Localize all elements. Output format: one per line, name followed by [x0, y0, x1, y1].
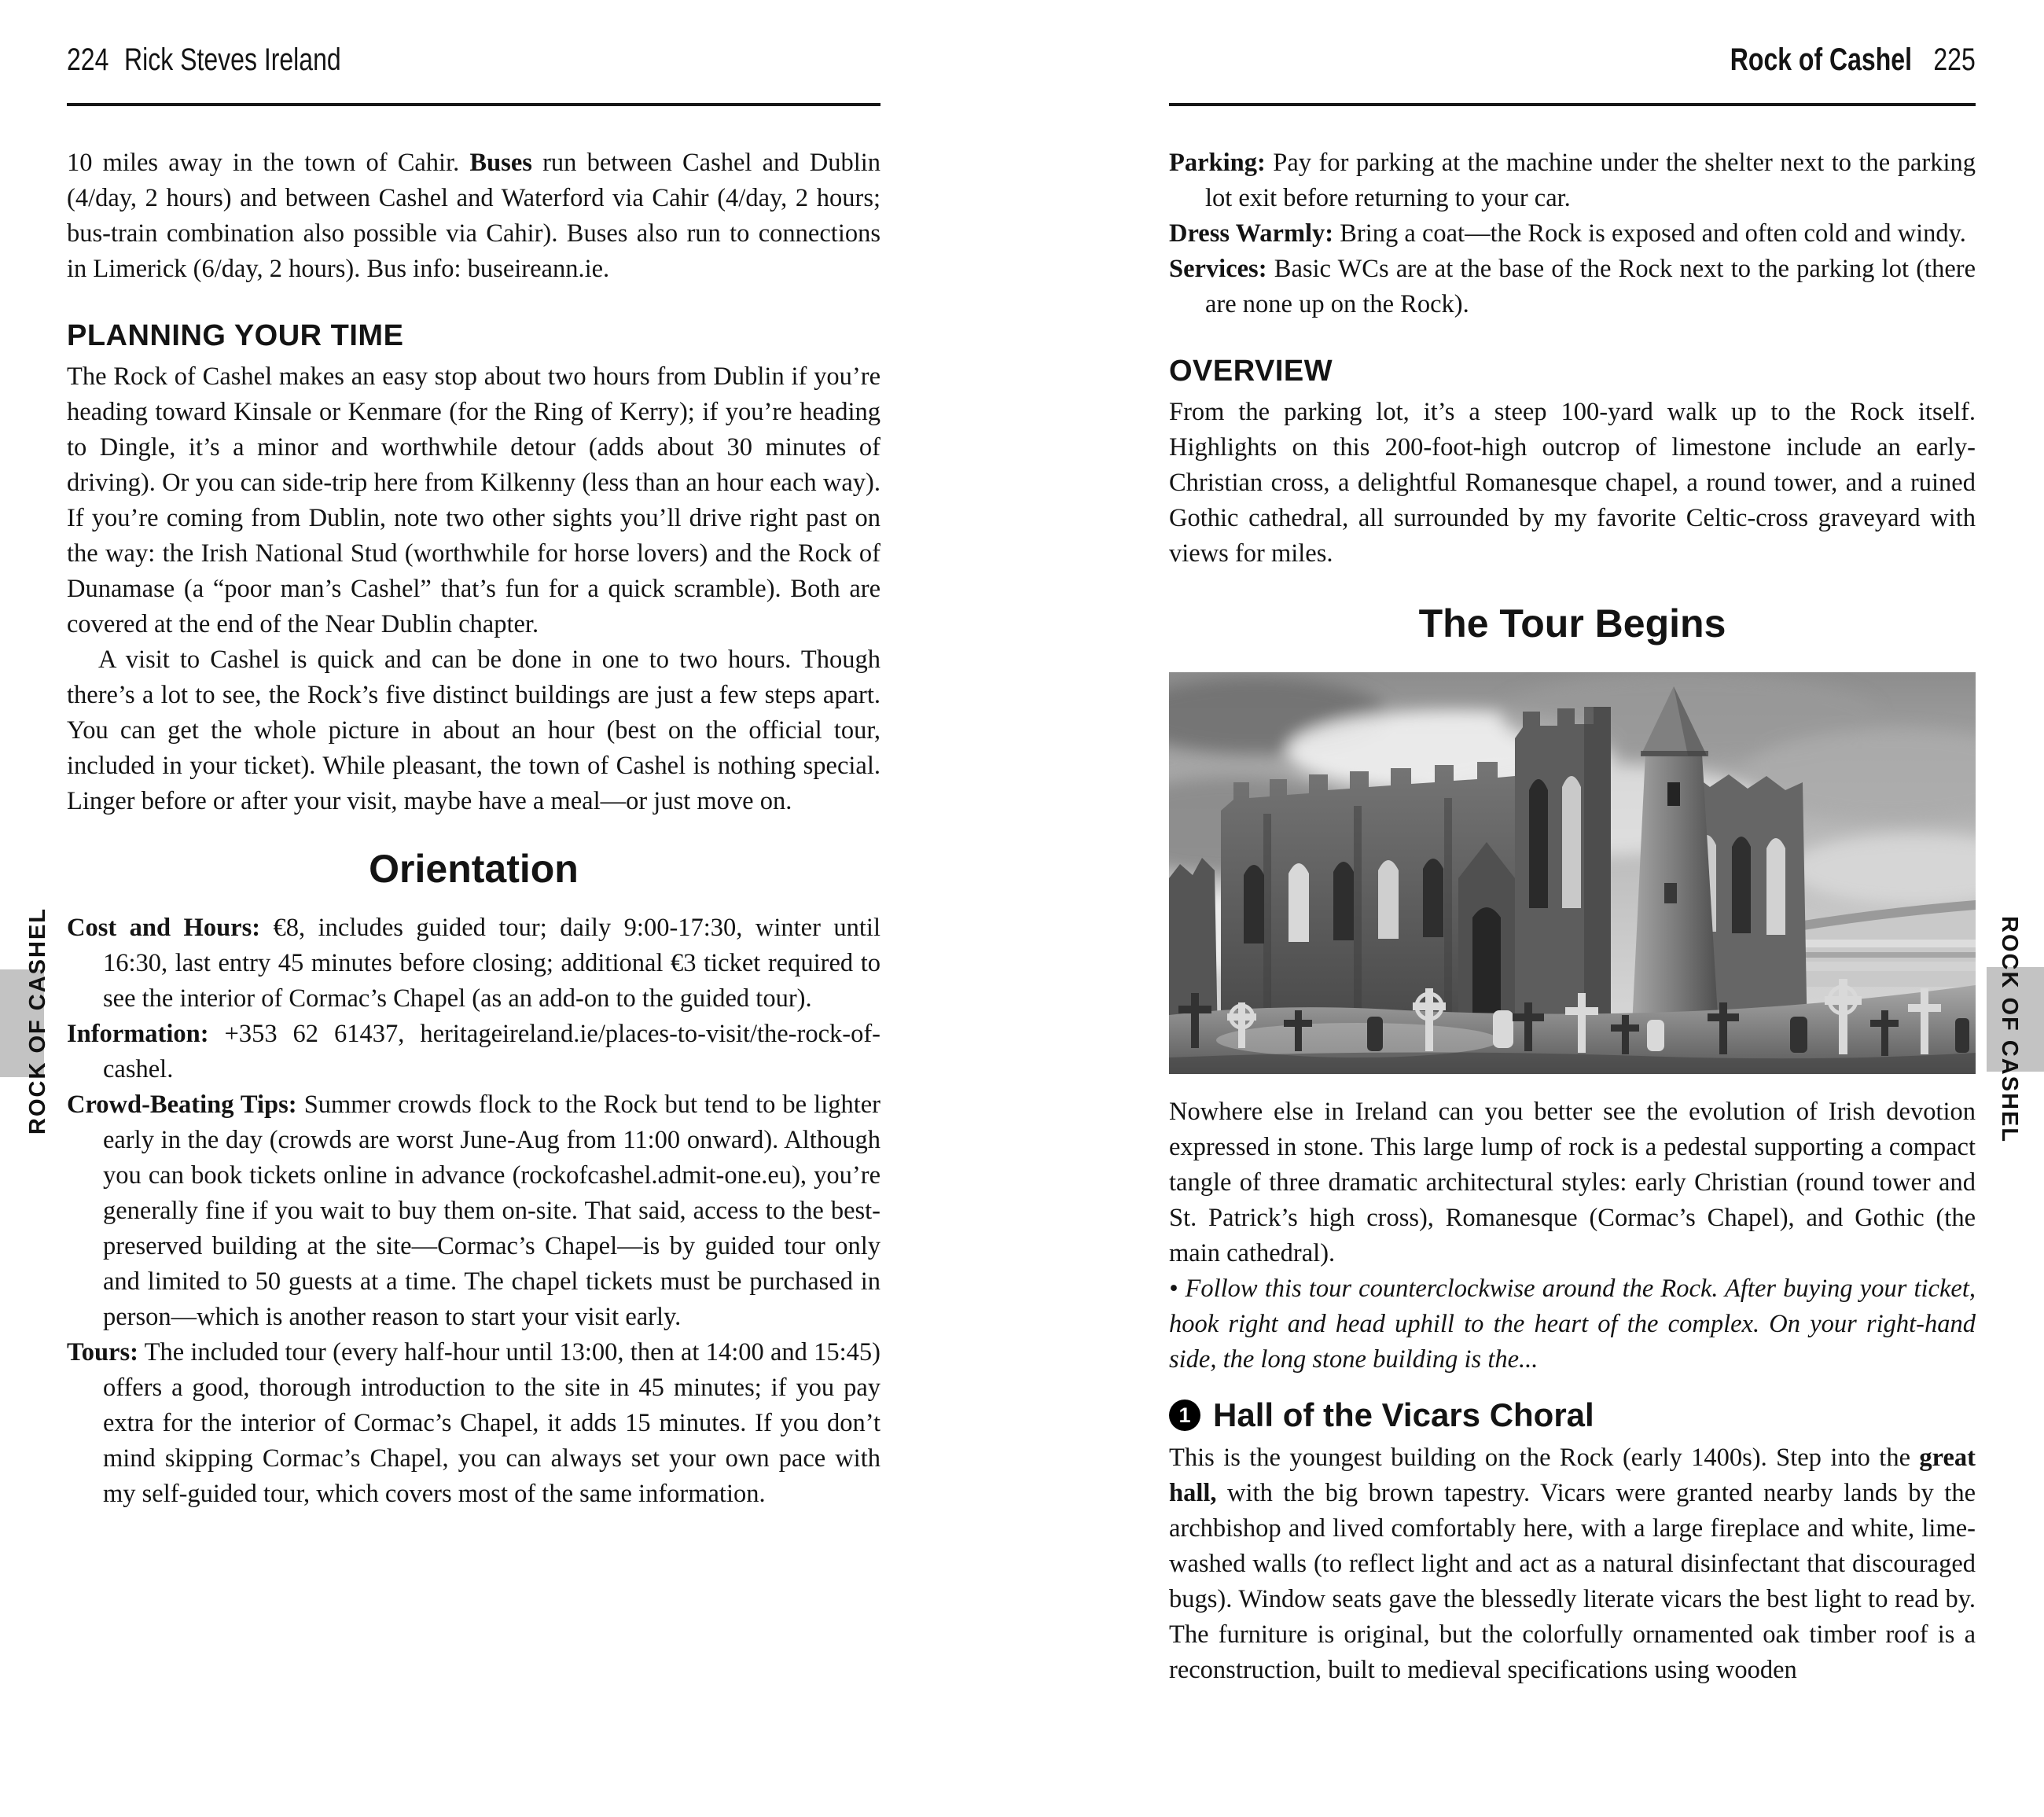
tour-begins-heading: The Tour Begins	[1418, 601, 1726, 646]
tours-text: The included tour (every half-hour until 13:00, then at 14:00 and 15:45) offers a good, thorough introduction to the site in 45 minutes; if you pay extra for the interior of Cormac’s Chapel, it adds 15 minutes. If you don’t mind skipping Cormac’s Chapel, you can always set your own pace with my self-guided tour, which covers most of the same information.	[103, 1338, 880, 1508]
cost-and-hours-label: Cost and Hours:	[67, 914, 261, 942]
overview-paragraph: From the parking lot, it’s a steep 100-yard walk up to the Rock itself. Highlights on this 200-foot-high outcrop of limestone include an early-Christian cross, a delightful Romanesque chapel, a round tower, and a ruined Gothic cathedral, all surrounded by my favorite Celtic-cross graveyard with views for miles.	[1169, 398, 1976, 568]
crowd-beating-tips-label: Crowd-Beating Tips:	[67, 1091, 297, 1119]
crowd-beating-tips-entry	[67, 1087, 880, 1335]
stop-1-marker-icon: 1	[1169, 1400, 1200, 1431]
crowd-beating-tips-text: Summer crowds flock to the Rock but tend to be lighter early in the day (crowds are worst June-Aug from 11:00 onward). Although you can book tickets online in advance (rockofcashel.admit-one.eu), you’re generally fine if you wait to buy them on-site. That said, access to the best-preserved building at the site—Cormac’s Chapel—is by guided tour only and limited to 50 guests at a time. The chapel tickets must be purchased in person—which is another reason to start your visit early.	[103, 1091, 881, 1331]
services-text: Basic WCs are at the base of the Rock next to the parking lot (there are none up on the Rock).	[1205, 255, 1976, 318]
services-label: Services:	[1169, 255, 1267, 283]
right-header-rule	[1169, 103, 1976, 106]
stop-1-heading	[1169, 1396, 1976, 1434]
parking-text: Pay for parking at the machine under the shelter next to the parking lot exit before returning to your car.	[1205, 149, 1976, 212]
information-label: Information:	[67, 1020, 209, 1048]
buses-bold-text: Buses	[469, 149, 532, 177]
cost-and-hours-text: €8, includes guided tour; daily 9:00-17:30, winter until 16:30, last entry 45 minutes before closing; additional €3 ticket required to see the interior of Cormac’s Chapel (as an add-on to the guided tour).	[103, 914, 880, 1013]
stop-1-paragraph	[1169, 1440, 1976, 1688]
services-entry	[1169, 252, 1976, 322]
chapter-title: Rock of Cashel	[1730, 42, 1913, 77]
intro-text-pre: 10 miles away in the town of Cahir.	[67, 149, 470, 177]
right-page-number: 225	[1933, 42, 1976, 77]
rock-of-cashel-photo-illustration	[1169, 672, 1976, 1074]
left-running-head	[67, 0, 880, 77]
left-page-number: 224	[67, 42, 109, 77]
parking-entry	[1169, 145, 1976, 216]
parking-label: Parking:	[1169, 149, 1266, 177]
orientation-entries	[67, 910, 880, 1512]
information-entry	[67, 1017, 880, 1087]
overview-heading: OVERVIEW	[1169, 355, 1333, 388]
intro-text-post: run between Cashel and Dublin (4/day, 2 hours) and between Cashel and Waterford via Cahir (4/day, 2 hours; bus-train combination also possible via Cahir). Buses also run to connections in Limerick (6/day, 2 hours). Bus info: buseireann.ie.	[67, 149, 880, 283]
dress-warmly-entry	[1169, 216, 1976, 252]
stop-1-text-pre: This is the youngest building on the Rock (early 1400s). Step into the	[1169, 1444, 1920, 1472]
planning-your-time-heading: PLANNING YOUR TIME	[67, 319, 404, 352]
stop-1-heading-text: Hall of the Vicars Choral	[1213, 1396, 1594, 1433]
left-page	[67, 0, 880, 1512]
rock-of-cashel-photo	[1169, 672, 1976, 1074]
information-text: +353 62 61437, heritageireland.ie/places-to-visit/the-rock-of-cashel.	[103, 1020, 880, 1083]
stop-1-text-post: with the big brown tapestry. Vicars were granted nearby lands by the archbishop and lived comfortably here, with a large fireplace and white, lime-washed walls (to reflect light and act as a natural disinfectant that discouraged bugs). Window seats gave the blessedly literate vicars the best light to read by. The furniture is original, but the colorfully ornamented oak timber roof is a reconstruction, built to medieval specifications using wooden	[1169, 1479, 1976, 1684]
intro-paragraph	[67, 145, 880, 287]
dress-warmly-text: Bring a coat—the Rock is exposed and often cold and windy.	[1340, 219, 1966, 248]
planning-paragraph-1: The Rock of Cashel makes an easy stop about two hours from Dublin if you’re heading toward Kinsale or Kenmare (for the Ring of Kerry); if you’re heading to Dingle, it’s a minor and worthwhile detour (adds about 30 minutes of driving). Or you can side-trip here from Kilkenny (less than an hour each way). If you’re coming from Dublin, note two other sights you’ll drive right past on the way: the Irish National Stud (worthwhile for horse lovers) and the Rock of Dunamase (a “poor man’s Cashel” that’s fun for a quick scramble). Both are covered at the end of the Near Dublin chapter.	[67, 362, 880, 638]
left-header-rule	[67, 103, 880, 106]
cost-and-hours-entry	[67, 910, 880, 1017]
right-chapter-tab-label: ROCK OF CASHEL	[1997, 916, 2022, 1143]
tours-entry	[67, 1335, 880, 1512]
book-title: Rick Steves Ireland	[123, 42, 341, 77]
left-chapter-tab-label: ROCK OF CASHEL	[25, 907, 50, 1135]
tour-intro-paragraph: Nowhere else in Ireland can you better see the evolution of Irish devotion expressed in stone. This large lump of rock is a pedestal supporting a compact tangle of three dramatic architectural styles: early Christian (round tower and St. Patrick’s high cross), Romanesque (Cormac’s Chapel), and Gothic (the main cathedral).	[1169, 1098, 1976, 1267]
tour-direction-note: • Follow this tour counterclockwise around the Rock. After buying your ticket, hook right and head uphill to the heart of the complex. On your right-hand side, the long stone building is the...	[1169, 1274, 1976, 1374]
planning-paragraph-2: A visit to Cashel is quick and can be done in one to two hours. Though there’s a lot to see, the Rock’s five distinct buildings are just a few steps apart. You can get the whole picture in about an hour (best on the official tour, included in your ticket). While pleasant, the town of Cashel is nothing special. Linger before or after your visit, maybe have a meal—or just move on.	[67, 646, 880, 815]
photo-lawn-highlight	[1216, 1023, 1499, 1057]
practicalities-entries	[1169, 145, 1976, 322]
dress-warmly-label: Dress Warmly:	[1169, 219, 1334, 248]
tours-label: Tours:	[67, 1338, 138, 1366]
great-hall-bold-text: great hall,	[1169, 1444, 1976, 1507]
orientation-heading: Orientation	[369, 847, 579, 891]
right-running-head	[1169, 0, 1976, 77]
right-page	[1169, 0, 1976, 1688]
